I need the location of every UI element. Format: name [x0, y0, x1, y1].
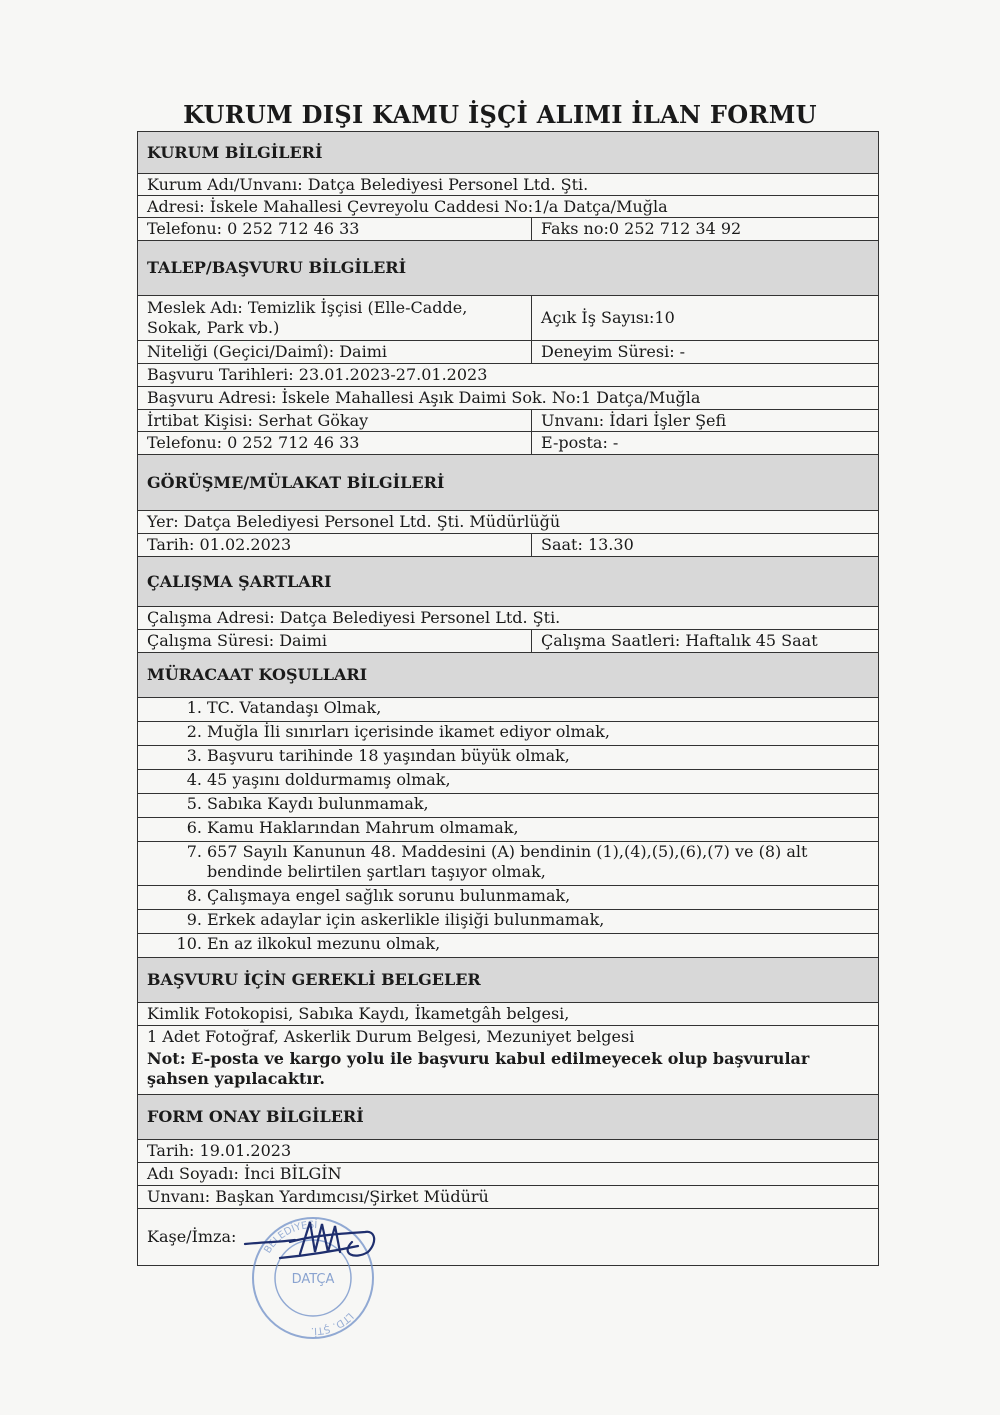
- list-item: [138, 818, 878, 842]
- kurum-address: Adresi: İskele Mahallesi Çevreyolu Caddesi No:1/a Datça/Muğla: [147, 197, 668, 216]
- list-item-number: 4.: [186, 770, 202, 789]
- list-item-number: 3.: [186, 746, 202, 765]
- talep-telefon-row: [138, 432, 878, 455]
- section-belgeler: [138, 958, 878, 1003]
- meslek-line2: Sokak, Park vb.): [147, 318, 280, 337]
- list-item-text: Kamu Haklarından Mahrum olmamak,: [207, 818, 519, 837]
- meslek-line1: Meslek Adı: Temizlik İşçisi (Elle-Cadde,: [147, 298, 468, 317]
- section-onay-header: FORM ONAY BİLGİLERİ: [147, 1107, 364, 1126]
- onay-unvan: Unvanı: Başkan Yardımcısı/Şirket Müdürü: [147, 1187, 489, 1206]
- stamp-ring-right: LTD. ŞTİ.: [310, 1310, 356, 1337]
- nitelik: Niteliği (Geçici/Daimî): Daimi: [147, 342, 387, 361]
- onay-unvan-row: [138, 1186, 878, 1209]
- section-kurum: [138, 132, 878, 174]
- list-item-text: Erkek adaylar için askerlikle ilişiği bulunmamak,: [207, 910, 605, 929]
- deneyim: Deneyim Süresi: -: [531, 341, 878, 363]
- signature: [240, 1212, 390, 1277]
- talep-telefon: Telefonu: 0 252 712 46 33: [147, 433, 360, 452]
- nitelik-row: [138, 341, 878, 364]
- onay-tarih: Tarih: 19.01.2023: [147, 1141, 292, 1160]
- list-item: [138, 886, 878, 910]
- kurum-phone-row: [138, 218, 878, 241]
- section-talep-header: TALEP/BAŞVURU BİLGİLERİ: [147, 258, 407, 277]
- list-item-number: 1.: [186, 698, 202, 717]
- tarihler-row: [138, 364, 878, 387]
- list-item-text-line1: 657 Sayılı Kanunun 48. Maddesini (A) bendinin (1),(4),(5),(6),(7) ve (8) alt: [207, 842, 808, 861]
- calisma-adres-row: [138, 607, 878, 630]
- calisma-saatleri: Çalışma Saatleri: Haftalık 45 Saat: [531, 630, 878, 652]
- page-title: KURUM DIŞI KAMU İŞÇİ ALIMI İLAN FORMU: [183, 100, 817, 129]
- list-item: [138, 842, 878, 886]
- list-item-number: 9.: [186, 910, 202, 929]
- gorusme-tarih-row: [138, 534, 878, 557]
- list-item-text: Sabıka Kaydı bulunmamak,: [207, 794, 429, 813]
- gorusme-yer-row: [138, 511, 878, 534]
- kurum-fax: Faks no:0 252 712 34 92: [531, 218, 878, 240]
- meslek-row: [138, 296, 878, 341]
- gorusme-tarih: Tarih: 01.02.2023: [147, 535, 292, 554]
- section-calisma-header: ÇALIŞMA ŞARTLARI: [147, 571, 332, 591]
- list-item-text: Muğla İli sınırları içerisinde ikamet ediyor olmak,: [207, 722, 610, 741]
- list-item-text: Başvuru tarihinde 18 yaşından büyük olmak,: [207, 746, 570, 765]
- list-item: [138, 794, 878, 818]
- list-item-text: TC. Vatandaşı Olmak,: [207, 698, 382, 717]
- section-calisma: [138, 557, 878, 607]
- onay-adsoyad: Adı Soyadı: İnci BİLGİN: [147, 1164, 342, 1183]
- section-gorusme: [138, 455, 878, 511]
- kurum-address-row: [138, 196, 878, 218]
- basvuru-tarihleri: Başvuru Tarihleri: 23.01.2023-27.01.2023: [147, 365, 488, 384]
- section-belgeler-header: BAŞVURU İÇİN GEREKLİ BELGELER: [147, 970, 481, 989]
- list-item-number: 10.: [176, 934, 202, 953]
- section-onay: [138, 1095, 878, 1140]
- belgeler-line1: Kimlik Fotokopisi, Sabıka Kaydı, İkametgâh belgesi,: [147, 1004, 570, 1023]
- calisma-suresi: Çalışma Süresi: Daimi: [147, 631, 327, 650]
- onay-tarih-row: [138, 1140, 878, 1163]
- basvuru-adres-row: [138, 387, 878, 410]
- list-item-text: Çalışmaya engel sağlık sorunu bulunmamak,: [207, 886, 571, 905]
- section-muracaat: [138, 653, 878, 698]
- belgeler-line1-row: [138, 1003, 878, 1026]
- kurum-name: Kurum Adı/Unvanı: Datça Belediyesi Personel Ltd. Şti.: [147, 175, 589, 194]
- section-kurum-header: KURUM BİLGİLERİ: [147, 142, 323, 162]
- irtibat-row: [138, 410, 878, 432]
- list-item: [138, 934, 878, 958]
- list-item-number: 6.: [186, 818, 202, 837]
- section-gorusme-header: GÖRÜŞME/MÜLAKAT BİLGİLERİ: [147, 472, 445, 492]
- list-item-number: 7.: [186, 842, 202, 861]
- gorusme-yer: Yer: Datça Belediyesi Personel Ltd. Şti. Müdürlüğü: [147, 512, 561, 531]
- belgeler-line2: 1 Adet Fotoğraf, Askerlik Durum Belgesi, Mezuniyet belgesi: [147, 1027, 635, 1046]
- form-table: [137, 131, 879, 1266]
- acik-is-cell: [531, 296, 878, 340]
- list-item: [138, 746, 878, 770]
- stamp-ring-left: BELEDİYESİ: [262, 1219, 318, 1256]
- list-item-text: En az ilkokul mezunu olmak,: [207, 934, 441, 953]
- signature-stroke: [245, 1222, 374, 1258]
- kurum-phone: Telefonu: 0 252 712 46 33: [147, 219, 360, 238]
- kase-imza-label: Kaşe/İmza:: [147, 1227, 237, 1246]
- list-item: [138, 722, 878, 746]
- gorusme-saat: Saat: 13.30: [531, 534, 878, 556]
- calisma-adresi: Çalışma Adresi: Datça Belediyesi Personel Ltd. Şti.: [147, 608, 561, 627]
- list-item-number: 5.: [186, 794, 202, 813]
- stamp-center-text: DATÇA: [291, 1272, 335, 1287]
- kurum-name-row: [138, 174, 878, 196]
- calisma-sure-row: [138, 630, 878, 653]
- list-item-text-line2: bendinde belirtilen şartları taşıyor olmak,: [207, 862, 546, 881]
- belgeler-block-row: [138, 1026, 878, 1095]
- section-muracaat-header: MÜRACAAT KOŞULLARI: [147, 665, 368, 684]
- acik-is-sayisi: Açık İş Sayısı:10: [541, 308, 675, 327]
- irtibat-unvan: Unvanı: İdari İşler Şefi: [531, 410, 878, 431]
- belgeler-note-line1: Not: E-posta ve kargo yolu ile başvuru kabul edilmeyecek olup başvurular: [147, 1049, 810, 1068]
- talep-eposta: E-posta: -: [531, 432, 878, 454]
- list-item-text: [207, 842, 858, 882]
- list-item-number: 8.: [186, 886, 202, 905]
- meslek-cell: [138, 296, 476, 340]
- list-item: [138, 910, 878, 934]
- list-item: [138, 698, 878, 722]
- basvuru-adresi: Başvuru Adresi: İskele Mahallesi Aşık Daimi Sok. No:1 Datça/Muğla: [147, 388, 701, 407]
- onay-adsoyad-row: [138, 1163, 878, 1186]
- list-item-number: 2.: [186, 722, 202, 741]
- irtibat-kisisi: İrtibat Kişisi: Serhat Gökay: [147, 411, 369, 430]
- section-talep: [138, 241, 878, 296]
- list-item: [138, 770, 878, 794]
- belgeler-note-line2: şahsen yapılacaktır.: [147, 1069, 325, 1088]
- list-item-text: 45 yaşını doldurmamış olmak,: [207, 770, 451, 789]
- belgeler-block: [138, 1026, 878, 1094]
